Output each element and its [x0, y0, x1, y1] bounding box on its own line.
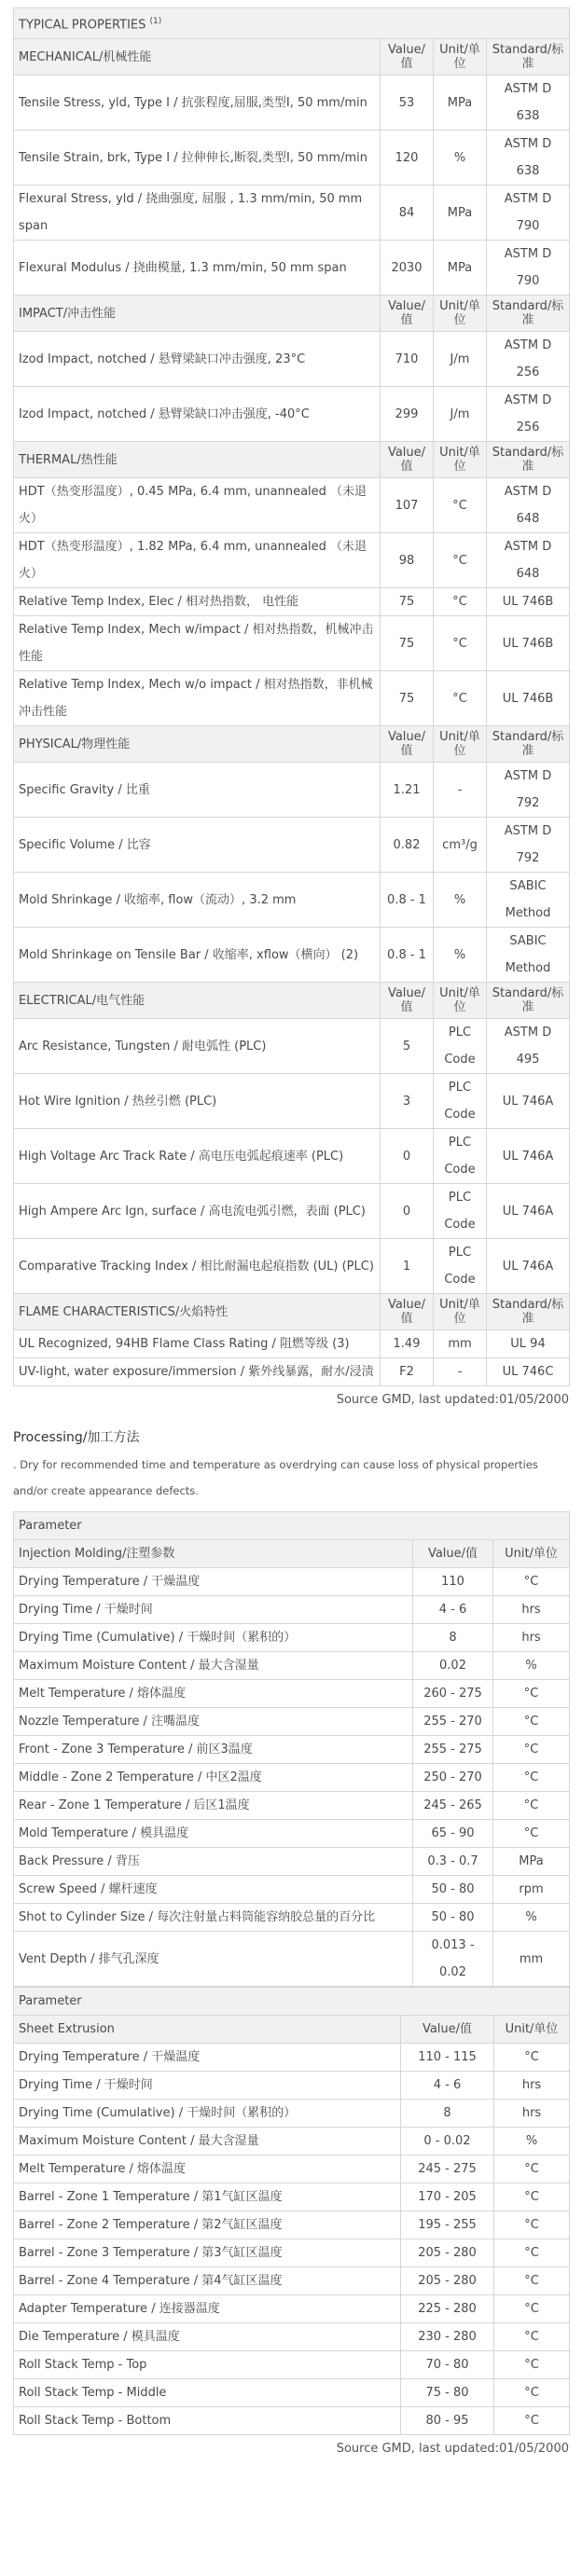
sheet-extrusion-table — [13, 1987, 570, 2435]
property-name: Relative Temp Index, Mech w/impact / 相对热指数，机械冲击性能 — [14, 616, 381, 671]
property-value: 1.49 — [381, 1330, 434, 1358]
parameter-value: 0.02 — [413, 1652, 493, 1680]
property-name: Tensile Strain, brk, Type I / 拉伸伸长,断裂,类型I, 50 mm/min — [14, 131, 381, 186]
property-name: UV-light, water exposure/immersion / 紫外线暴露，耐水/浸渍 — [14, 1358, 381, 1386]
property-row — [14, 387, 570, 442]
parameter-value: 205 - 280 — [401, 2267, 494, 2295]
column-header-unit: Unit/单位 — [493, 1540, 570, 1568]
parameter-name: Shot to Cylinder Size / 每次注射量占料筒能容纳胶总量的百分比 — [14, 1904, 413, 1932]
property-row — [14, 1019, 570, 1074]
column-header-standard: Standard/标准 — [487, 726, 570, 763]
parameter-value: 8 — [401, 2100, 494, 2128]
property-standard: ASTM D 495 — [487, 1019, 570, 1074]
process-header-row — [14, 2016, 570, 2044]
parameter-value: 255 - 270 — [413, 1708, 493, 1736]
processing-source-note: Source GMD, last updated:01/05/2000 — [336, 2442, 569, 2457]
property-standard: SABIC Method — [487, 928, 570, 983]
property-value: 84 — [381, 186, 434, 241]
parameter-row — [14, 2183, 570, 2211]
property-row — [14, 763, 570, 818]
parameter-name: Roll Stack Temp - Middle — [14, 2379, 401, 2407]
property-name: High Ampere Arc Ign, surface / 高电流电弧引燃，表面 (PLC) — [14, 1184, 381, 1239]
section-name: PHYSICAL/物理性能 — [14, 726, 381, 763]
parameter-name: Mold Temperature / 模具温度 — [14, 1820, 413, 1848]
property-name: Comparative Tracking Index / 相比耐漏电起痕指数 (UL) (PLC) — [14, 1239, 381, 1294]
parameter-name: Melt Temperature / 熔体温度 — [14, 1680, 413, 1708]
typical-properties-table — [13, 7, 570, 1386]
parameter-row — [14, 2295, 570, 2323]
property-name: High Voltage Arc Track Rate / 高电压电弧起痕速率 (PLC) — [14, 1129, 381, 1184]
section-name: THERMAL/热性能 — [14, 442, 381, 478]
property-name: Mold Shrinkage / 收缩率, flow（流动）, 3.2 mm — [14, 873, 381, 928]
property-unit: PLC Code — [434, 1074, 487, 1129]
parameter-row — [14, 2044, 570, 2072]
property-value: 0 — [381, 1129, 434, 1184]
property-row — [14, 1129, 570, 1184]
parameter-row — [14, 2156, 570, 2183]
property-unit: °C — [434, 588, 487, 616]
parameter-row — [14, 1792, 570, 1820]
property-standard: UL 746A — [487, 1184, 570, 1239]
section-header-row — [14, 726, 570, 763]
column-header-value: Value/值 — [381, 726, 434, 763]
property-value: 75 — [381, 616, 434, 671]
column-header-value: Value/值 — [381, 1294, 434, 1330]
parameter-row — [14, 1708, 570, 1736]
property-standard: UL 746B — [487, 588, 570, 616]
property-name: Flexural Stress, yld / 挠曲强度, 屈服 , 1.3 mm/min, 50 mm span — [14, 186, 381, 241]
parameter-row — [14, 2072, 570, 2100]
property-value: 0.8 - 1 — [381, 873, 434, 928]
section-header-row — [14, 39, 570, 76]
property-unit: J/m — [434, 332, 487, 387]
parameter-unit: hrs — [494, 2072, 570, 2100]
parameter-row — [14, 1764, 570, 1792]
column-header-standard: Standard/标准 — [487, 39, 570, 76]
property-unit: °C — [434, 533, 487, 588]
typical-properties-title: TYPICAL PROPERTIES — [19, 18, 146, 33]
property-standard: ASTM D 792 — [487, 763, 570, 818]
property-row — [14, 478, 570, 533]
parameter-value: 4 - 6 — [413, 1596, 493, 1624]
section-header-row — [14, 296, 570, 332]
parameter-name: Barrel - Zone 4 Temperature / 第4气缸区温度 — [14, 2267, 401, 2295]
parameter-label-row — [14, 1988, 570, 2016]
parameter-row — [14, 2407, 570, 2435]
parameter-value: 255 - 275 — [413, 1736, 493, 1764]
property-unit: mm — [434, 1330, 487, 1358]
property-row — [14, 588, 570, 616]
parameter-row — [14, 1876, 570, 1904]
process-name: Sheet Extrusion — [14, 2016, 401, 2044]
property-row — [14, 241, 570, 296]
property-value: 5 — [381, 1019, 434, 1074]
parameter-name: Drying Time / 干燥时间 — [14, 2072, 401, 2100]
property-value: 299 — [381, 387, 434, 442]
parameter-name: Drying Time (Cumulative) / 干燥时间（累积的） — [14, 1624, 413, 1652]
parameter-unit: MPa — [493, 1848, 570, 1876]
property-standard: UL 746A — [487, 1129, 570, 1184]
parameter-value: 8 — [413, 1624, 493, 1652]
property-value: 107 — [381, 478, 434, 533]
property-row — [14, 1358, 570, 1386]
parameter-unit: °C — [493, 1708, 570, 1736]
property-row — [14, 1239, 570, 1294]
parameter-row — [14, 1932, 570, 1987]
property-name: Specific Gravity / 比重 — [14, 763, 381, 818]
parameter-unit: °C — [494, 2267, 570, 2295]
property-row — [14, 616, 570, 671]
parameter-value: 230 - 280 — [401, 2323, 494, 2351]
parameter-row — [14, 2128, 570, 2156]
parameter-value: 245 - 265 — [413, 1792, 493, 1820]
parameter-label-row — [14, 1512, 570, 1540]
property-unit: PLC Code — [434, 1239, 487, 1294]
property-row — [14, 671, 570, 726]
property-standard: ASTM D 790 — [487, 241, 570, 296]
parameter-name: Roll Stack Temp - Top — [14, 2351, 401, 2379]
processing-note: . Dry for recommended time and temperature as overdrying can cause loss of physical properties and/or create appearance defects. — [13, 1458, 538, 1498]
parameter-value: 205 - 280 — [401, 2239, 494, 2267]
column-header-standard: Standard/标准 — [487, 442, 570, 478]
property-standard: ASTM D 256 — [487, 387, 570, 442]
column-header-value: Value/值 — [381, 296, 434, 332]
property-unit: % — [434, 131, 487, 186]
property-name: HDT（热变形温度）, 0.45 MPa, 6.4 mm, unannealed （未退火） — [14, 478, 381, 533]
parameter-name: Barrel - Zone 1 Temperature / 第1气缸区温度 — [14, 2183, 401, 2211]
parameter-name: Drying Temperature / 干燥温度 — [14, 1568, 413, 1596]
column-header-value: Value/值 — [381, 983, 434, 1019]
property-standard: UL 746C — [487, 1358, 570, 1386]
property-unit: J/m — [434, 387, 487, 442]
property-unit: °C — [434, 616, 487, 671]
property-value: F2 — [381, 1358, 434, 1386]
parameter-unit: °C — [494, 2211, 570, 2239]
column-header-unit: Unit/单位 — [434, 296, 487, 332]
parameter-row — [14, 2211, 570, 2239]
parameter-value: 0 - 0.02 — [401, 2128, 494, 2156]
parameter-label: Parameter — [14, 1988, 570, 2016]
process-name: Injection Molding/注塑参数 — [14, 1540, 413, 1568]
property-row — [14, 1330, 570, 1358]
parameter-value: 0.3 - 0.7 — [413, 1848, 493, 1876]
processing-heading: Processing/加工方法 — [13, 1430, 140, 1446]
property-name: Arc Resistance, Tungsten / 耐电弧性 (PLC) — [14, 1019, 381, 1074]
property-name: Flexural Modulus / 挠曲模量, 1.3 mm/min, 50 mm span — [14, 241, 381, 296]
property-name: Hot Wire Ignition / 热丝引燃 (PLC) — [14, 1074, 381, 1129]
parameter-value: 170 - 205 — [401, 2183, 494, 2211]
typical-properties-title-row — [14, 8, 570, 39]
column-header-unit: Unit/单位 — [434, 1294, 487, 1330]
property-value: 710 — [381, 332, 434, 387]
parameter-unit: % — [493, 1904, 570, 1932]
parameter-unit: rpm — [493, 1876, 570, 1904]
parameter-row — [14, 1652, 570, 1680]
property-standard: ASTM D 790 — [487, 186, 570, 241]
process-header-row — [14, 1540, 570, 1568]
property-value: 2030 — [381, 241, 434, 296]
parameter-unit: °C — [494, 2379, 570, 2407]
property-value: 0 — [381, 1184, 434, 1239]
column-header-value: Value/值 — [381, 39, 434, 76]
parameter-row — [14, 1904, 570, 1932]
parameter-row — [14, 1596, 570, 1624]
property-unit: PLC Code — [434, 1019, 487, 1074]
property-value: 75 — [381, 588, 434, 616]
property-standard: ASTM D 648 — [487, 533, 570, 588]
parameter-name: Back Pressure / 背压 — [14, 1848, 413, 1876]
property-standard: ASTM D 638 — [487, 76, 570, 131]
parameter-value: 260 - 275 — [413, 1680, 493, 1708]
column-header-value: Value/值 — [381, 442, 434, 478]
parameter-name: Barrel - Zone 2 Temperature / 第2气缸区温度 — [14, 2211, 401, 2239]
properties-source-note: Source GMD, last updated:01/05/2000 — [336, 1393, 569, 1408]
parameter-row — [14, 1848, 570, 1876]
parameter-value: 4 - 6 — [401, 2072, 494, 2100]
parameter-unit: °C — [494, 2351, 570, 2379]
property-unit: - — [434, 1358, 487, 1386]
parameter-name: Roll Stack Temp - Bottom — [14, 2407, 401, 2435]
property-name: Relative Temp Index, Mech w/o impact / 相对热指数，非机械冲击性能 — [14, 671, 381, 726]
parameter-row — [14, 2267, 570, 2295]
parameter-unit: % — [494, 2128, 570, 2156]
section-header-row — [14, 983, 570, 1019]
property-unit: cm³/g — [434, 818, 487, 873]
parameter-value: 75 - 80 — [401, 2379, 494, 2407]
property-name: UL Recognized, 94HB Flame Class Rating / 阻燃等级 (3) — [14, 1330, 381, 1358]
section-name: ELECTRICAL/电气性能 — [14, 983, 381, 1019]
injection-molding-table — [13, 1511, 570, 1987]
property-unit: PLC Code — [434, 1184, 487, 1239]
property-standard: UL 746A — [487, 1239, 570, 1294]
parameter-unit: °C — [493, 1680, 570, 1708]
column-header-standard: Standard/标准 — [487, 1294, 570, 1330]
parameter-value: 80 - 95 — [401, 2407, 494, 2435]
property-name: Izod Impact, notched / 悬臂梁缺口冲击强度, -40°C — [14, 387, 381, 442]
property-value: 1.21 — [381, 763, 434, 818]
column-header-unit: Unit/单位 — [434, 39, 487, 76]
property-unit: - — [434, 763, 487, 818]
property-name: HDT（热变形温度）, 1.82 MPa, 6.4 mm, unannealed （未退火） — [14, 533, 381, 588]
column-header-unit: Unit/单位 — [434, 983, 487, 1019]
column-header-unit: Unit/单位 — [494, 2016, 570, 2044]
property-standard: UL 746A — [487, 1074, 570, 1129]
parameter-row — [14, 1624, 570, 1652]
section-header-row — [14, 1294, 570, 1330]
property-standard: UL 746B — [487, 671, 570, 726]
parameter-value: 245 - 275 — [401, 2156, 494, 2183]
property-unit: °C — [434, 478, 487, 533]
column-header-unit: Unit/单位 — [434, 726, 487, 763]
section-name: IMPACT/冲击性能 — [14, 296, 381, 332]
parameter-unit: hrs — [494, 2100, 570, 2128]
parameter-name: Rear - Zone 1 Temperature / 后区1温度 — [14, 1792, 413, 1820]
property-name: Izod Impact, notched / 悬臂梁缺口冲击强度, 23°C — [14, 332, 381, 387]
property-standard: ASTM D 648 — [487, 478, 570, 533]
parameter-unit: °C — [494, 2295, 570, 2323]
parameter-row — [14, 2100, 570, 2128]
parameter-value: 225 - 280 — [401, 2295, 494, 2323]
property-row — [14, 928, 570, 983]
property-unit: % — [434, 928, 487, 983]
property-unit: PLC Code — [434, 1129, 487, 1184]
parameter-row — [14, 1568, 570, 1596]
parameter-name: Screw Speed / 螺杆速度 — [14, 1876, 413, 1904]
parameter-label: Parameter — [14, 1512, 570, 1540]
parameter-value: 70 - 80 — [401, 2351, 494, 2379]
property-row — [14, 1184, 570, 1239]
property-standard: UL 746B — [487, 616, 570, 671]
parameter-unit: hrs — [493, 1596, 570, 1624]
property-unit: MPa — [434, 241, 487, 296]
property-standard: SABIC Method — [487, 873, 570, 928]
parameter-value: 195 - 255 — [401, 2211, 494, 2239]
property-standard: ASTM D 256 — [487, 332, 570, 387]
injection-molding-body — [14, 1512, 570, 1987]
parameter-name: Drying Time (Cumulative) / 干燥时间（累积的） — [14, 2100, 401, 2128]
parameter-name: Maximum Moisture Content / 最大含湿量 — [14, 2128, 401, 2156]
parameter-row — [14, 2379, 570, 2407]
property-row — [14, 76, 570, 131]
parameter-unit: °C — [494, 2156, 570, 2183]
column-header-standard: Standard/标准 — [487, 296, 570, 332]
sheet-extrusion-body — [14, 1988, 570, 2435]
typical-properties-title-cell — [14, 8, 570, 39]
property-row — [14, 873, 570, 928]
parameter-unit: °C — [494, 2183, 570, 2211]
property-unit: % — [434, 873, 487, 928]
parameter-name: Maximum Moisture Content / 最大含湿量 — [14, 1652, 413, 1680]
section-name: FLAME CHARACTERISTICS/火焰特性 — [14, 1294, 381, 1330]
property-row — [14, 818, 570, 873]
property-standard: UL 94 — [487, 1330, 570, 1358]
property-unit: MPa — [434, 76, 487, 131]
property-name: Mold Shrinkage on Tensile Bar / 收缩率, xflow（横向） (2) — [14, 928, 381, 983]
property-name: Relative Temp Index, Elec / 相对热指数， 电性能 — [14, 588, 381, 616]
parameter-row — [14, 1680, 570, 1708]
parameter-row — [14, 2323, 570, 2351]
parameter-value: 50 - 80 — [413, 1904, 493, 1932]
parameter-name: Adapter Temperature / 连接器温度 — [14, 2295, 401, 2323]
property-standard: ASTM D 792 — [487, 818, 570, 873]
property-unit: °C — [434, 671, 487, 726]
property-name: Specific Volume / 比容 — [14, 818, 381, 873]
parameter-value: 110 — [413, 1568, 493, 1596]
section-header-row — [14, 442, 570, 478]
property-name: Tensile Stress, yld, Type I / 抗张程度,屈服,类型I, 50 mm/min — [14, 76, 381, 131]
column-header-value: Value/值 — [401, 2016, 494, 2044]
parameter-unit: °C — [494, 2407, 570, 2435]
property-row — [14, 533, 570, 588]
parameter-unit: °C — [494, 2239, 570, 2267]
parameter-name: Nozzle Temperature / 注嘴温度 — [14, 1708, 413, 1736]
typical-properties-footnote-ref: (1) — [149, 17, 162, 26]
parameter-name: Middle - Zone 2 Temperature / 中区2温度 — [14, 1764, 413, 1792]
parameter-row — [14, 2239, 570, 2267]
property-row — [14, 332, 570, 387]
parameter-unit: mm — [493, 1932, 570, 1987]
parameter-value: 110 - 115 — [401, 2044, 494, 2072]
property-value: 1 — [381, 1239, 434, 1294]
parameter-unit: hrs — [493, 1624, 570, 1652]
parameter-value: 50 - 80 — [413, 1876, 493, 1904]
parameter-unit: °C — [493, 1792, 570, 1820]
parameter-name: Barrel - Zone 3 Temperature / 第3气缸区温度 — [14, 2239, 401, 2267]
parameter-unit: °C — [493, 1764, 570, 1792]
parameter-name: Drying Temperature / 干燥温度 — [14, 2044, 401, 2072]
property-value: 98 — [381, 533, 434, 588]
parameter-unit: °C — [493, 1820, 570, 1848]
property-value: 75 — [381, 671, 434, 726]
column-header-unit: Unit/单位 — [434, 442, 487, 478]
property-standard: ASTM D 638 — [487, 131, 570, 186]
parameter-unit: % — [493, 1652, 570, 1680]
parameter-value: 0.013 - 0.02 — [413, 1932, 493, 1987]
property-row — [14, 1074, 570, 1129]
section-name: MECHANICAL/机械性能 — [14, 39, 381, 76]
parameter-value: 250 - 270 — [413, 1764, 493, 1792]
column-header-standard: Standard/标准 — [487, 983, 570, 1019]
parameter-row — [14, 2351, 570, 2379]
parameter-name: Melt Temperature / 熔体温度 — [14, 2156, 401, 2183]
parameter-unit: °C — [494, 2044, 570, 2072]
parameter-unit: °C — [493, 1568, 570, 1596]
parameter-name: Die Temperature / 模具温度 — [14, 2323, 401, 2351]
property-value: 3 — [381, 1074, 434, 1129]
typical-properties-body — [14, 8, 570, 1386]
property-value: 120 — [381, 131, 434, 186]
column-header-value: Value/值 — [413, 1540, 493, 1568]
property-row — [14, 131, 570, 186]
parameter-unit: °C — [493, 1736, 570, 1764]
property-value: 0.82 — [381, 818, 434, 873]
property-unit: MPa — [434, 186, 487, 241]
property-value: 0.8 - 1 — [381, 928, 434, 983]
parameter-name: Vent Depth / 排气孔深度 — [14, 1932, 413, 1987]
parameter-unit: °C — [494, 2323, 570, 2351]
property-row — [14, 186, 570, 241]
parameter-value: 65 - 90 — [413, 1820, 493, 1848]
property-value: 53 — [381, 76, 434, 131]
parameter-name: Drying Time / 干燥时间 — [14, 1596, 413, 1624]
parameter-name: Front - Zone 3 Temperature / 前区3温度 — [14, 1736, 413, 1764]
parameter-row — [14, 1736, 570, 1764]
parameter-row — [14, 1820, 570, 1848]
